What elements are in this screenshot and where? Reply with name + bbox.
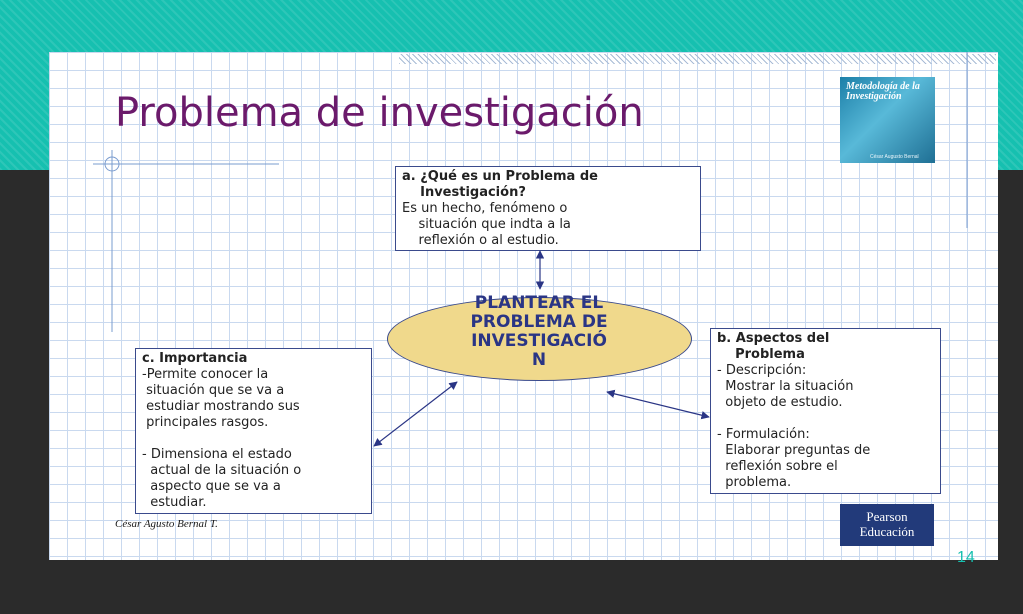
page-number: 14 [957,549,975,566]
slide-canvas [49,52,998,560]
center-ellipse-label: PLANTEAR EL PROBLEMA DE INVESTIGACIÓ N [470,293,608,370]
box-c-body: -Permite conocer la situación que se va a estudiar mostrando sus principales rasgos. - Dimensiona el estado actual de la situación o aspecto que se va a estudiar. [142,367,302,510]
book-cover-author: César Augusto Bernal [870,154,919,160]
arrow-center-to-box-c [374,382,457,446]
arrow-center-to-box-b [607,392,709,417]
book-cover-title: Metodología de la Investigación [846,81,920,102]
publisher-logo: Pearson Educación [840,504,934,546]
box-b-heading: b. Aspectos del Problema [717,331,830,362]
author-credit: César Agusto Bernal T. [115,518,218,530]
connector-overlay [49,52,998,560]
box-b-body: - Descripción: Mostrar la situación objeto de estudio. - Formulación: Elaborar preguntas de reflexión sobre el problema. [717,363,871,490]
slide-title: Problema de investigación [115,90,644,136]
box-c-heading: c. Importancia [142,351,248,366]
box-a-body: Es un hecho, fenómeno o situación que indta a la reflexión o al estudio. [402,201,571,248]
box-a-heading: a. ¿Qué es un Problema de Investigación? [402,169,598,200]
